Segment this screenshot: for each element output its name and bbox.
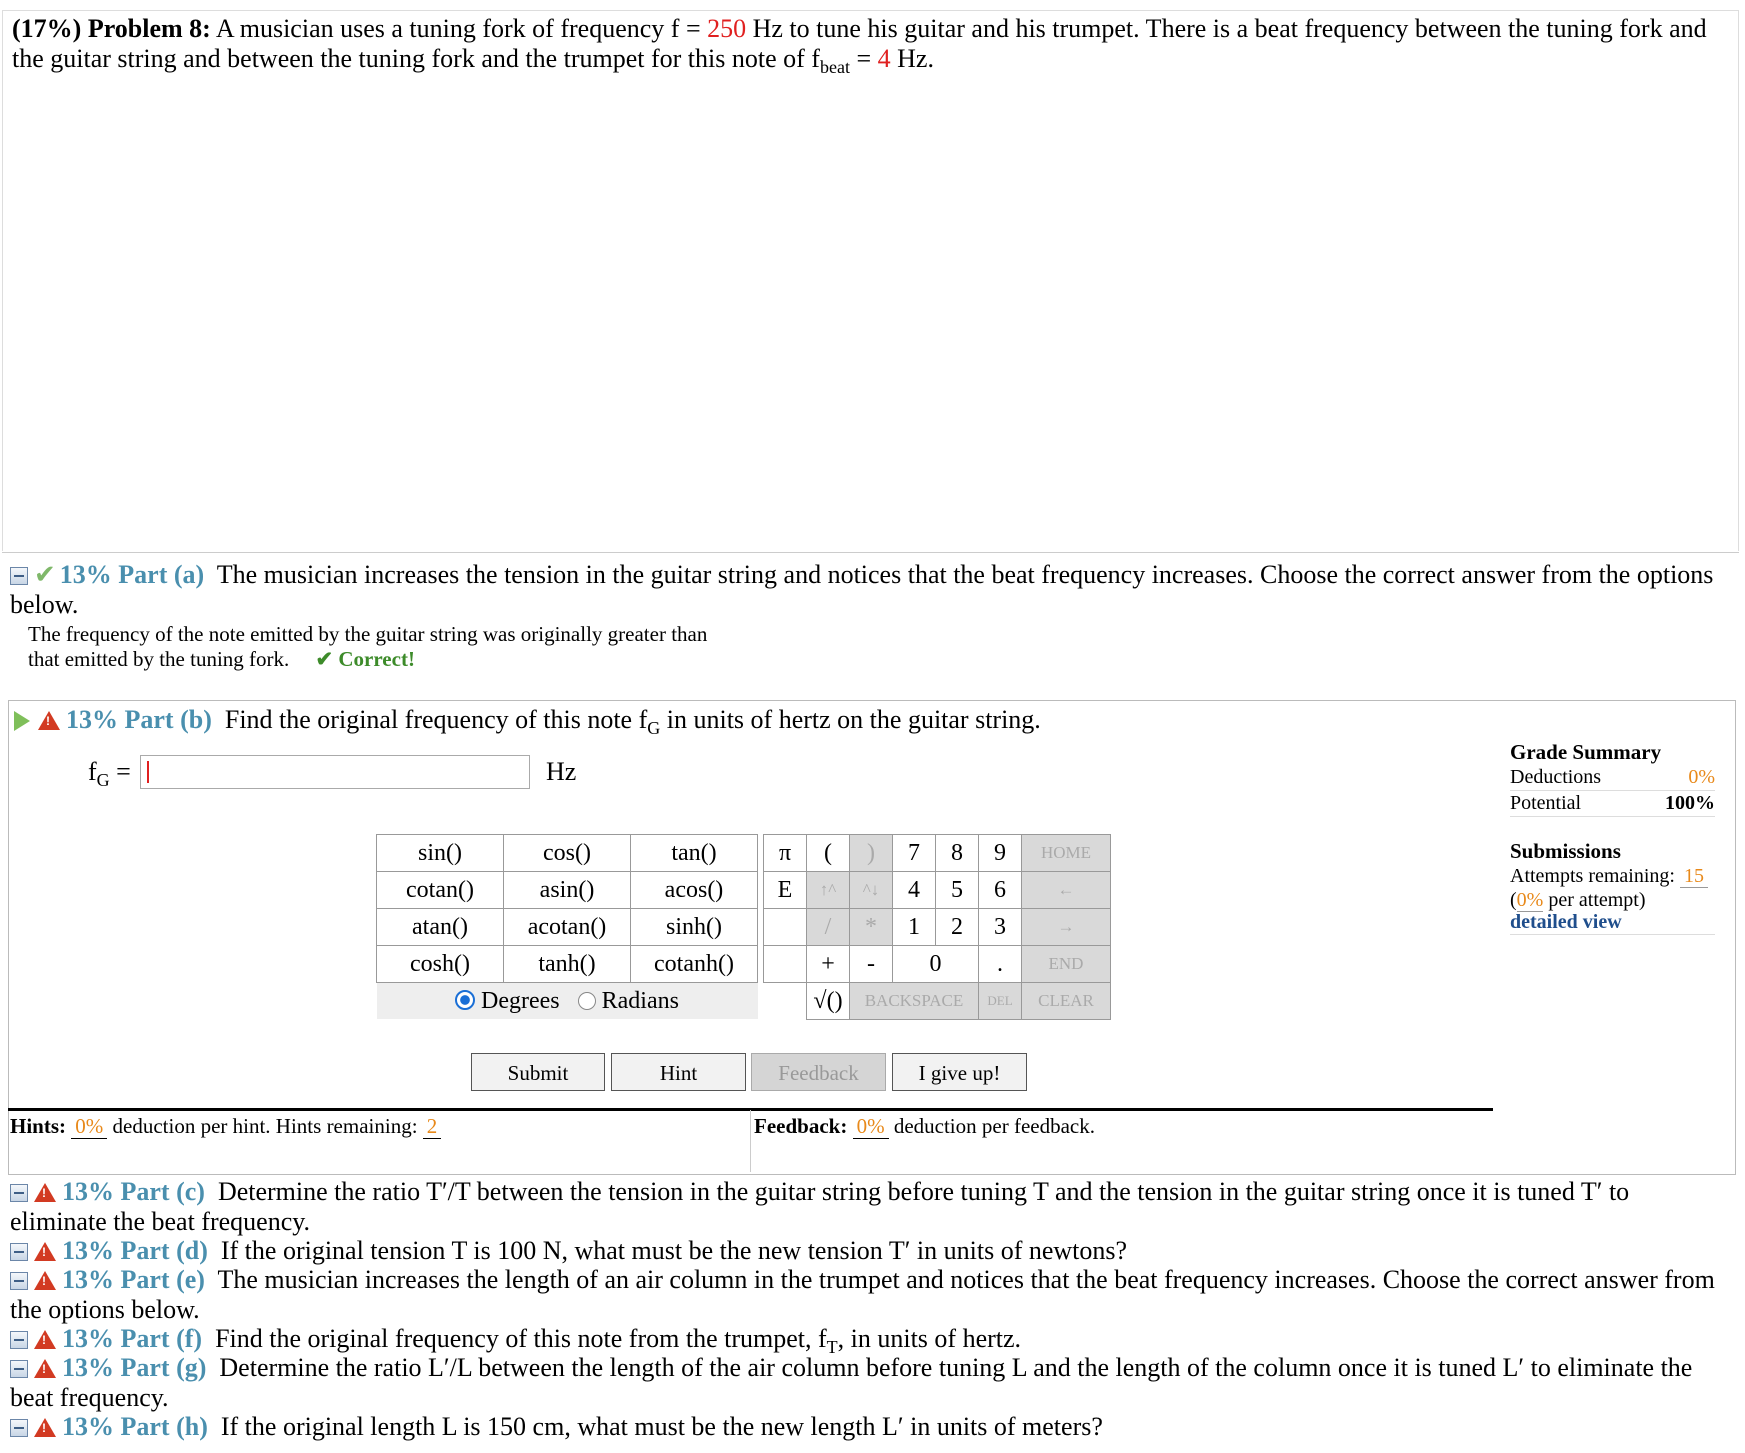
expand-arrow-icon[interactable]	[14, 711, 30, 731]
expand-icon[interactable]	[10, 1184, 28, 1202]
feedback-info	[754, 1114, 1095, 1139]
part-d-label: Part (d)	[120, 1236, 208, 1265]
radians-label: Radians	[601, 987, 679, 1014]
key-1[interactable]: 1	[893, 909, 936, 946]
part-c-percent: 13%	[62, 1177, 114, 1206]
part-d-percent: 13%	[62, 1236, 114, 1265]
del-key[interactable]: DEL	[979, 983, 1022, 1020]
part-c-text: Determine the ratio T′/T between the tension in the guitar string before tuning T and the tension in the guitar string once it is tuned T′ to eliminate the beat frequency.	[10, 1177, 1630, 1236]
hint-button[interactable]: Hint	[611, 1053, 746, 1091]
part-c-header[interactable]	[10, 1177, 1730, 1237]
detailed-view-link[interactable]: detailed view	[1510, 911, 1622, 933]
correct-indicator: ✔ Correct!	[315, 647, 415, 671]
part-d-header[interactable]	[10, 1236, 1730, 1266]
potential-value: 100%	[1665, 792, 1715, 814]
part-d-text: If the original tension T is 100 N, what must be the new tension T′ in units of newtons?	[220, 1236, 1128, 1265]
part-f-text: Find the original frequency of this note from the trumpet, f	[215, 1324, 827, 1353]
key-9[interactable]: 9	[979, 835, 1022, 872]
part-e-label: Part (e)	[120, 1265, 205, 1294]
acotan-button[interactable]: acotan()	[504, 909, 631, 946]
attempts-value: 15	[1680, 865, 1708, 888]
key-5[interactable]: 5	[936, 872, 979, 909]
part-b-text: Find the original frequency of this note f	[224, 705, 648, 734]
expand-icon[interactable]	[10, 1272, 28, 1290]
up-key[interactable]: ↑^	[807, 872, 850, 909]
answer-input[interactable]	[140, 755, 530, 789]
part-f-label: Part (f)	[120, 1324, 203, 1353]
part-a-answer-line2: that emitted by the tuning fork.	[28, 647, 290, 671]
blank-key	[764, 983, 807, 1020]
frequency-value: 250	[707, 14, 747, 43]
down-key[interactable]: ^↓	[850, 872, 893, 909]
e-key[interactable]: E	[764, 872, 807, 909]
submit-button[interactable]: Submit	[471, 1053, 605, 1091]
key-7[interactable]: 7	[893, 835, 936, 872]
sqrt-key[interactable]: √()	[807, 983, 850, 1020]
radians-radio[interactable]	[578, 992, 596, 1010]
left-arrow-key[interactable]: ←	[1022, 872, 1111, 909]
key-8[interactable]: 8	[936, 835, 979, 872]
warning-icon	[34, 1271, 56, 1290]
backspace-key[interactable]: BACKSPACE	[850, 983, 979, 1020]
hints-info	[10, 1114, 441, 1139]
part-g-header[interactable]	[10, 1353, 1730, 1413]
problem-text-3: =	[849, 44, 878, 73]
grade-summary	[1510, 740, 1715, 935]
atan-button[interactable]: atan()	[377, 909, 504, 946]
warning-icon	[34, 1418, 56, 1437]
expand-icon[interactable]	[10, 1243, 28, 1261]
key-2[interactable]: 2	[936, 909, 979, 946]
warning-icon	[38, 711, 60, 730]
hints-deduction: 0%	[71, 1114, 107, 1139]
part-c-label: Part (c)	[120, 1177, 205, 1206]
expand-icon[interactable]	[10, 1419, 28, 1437]
blank-key	[764, 909, 807, 946]
deductions-value: 0%	[1688, 766, 1715, 788]
problem-label: Problem 8:	[87, 14, 211, 43]
cos-button[interactable]: cos()	[504, 835, 631, 872]
grade-summary-title: Grade Summary	[1510, 740, 1662, 764]
star-key[interactable]: *	[850, 909, 893, 946]
problem-text-4: Hz.	[890, 44, 934, 73]
part-b-sub: G	[647, 718, 661, 739]
end-key[interactable]: END	[1022, 946, 1111, 983]
potential-label: Potential	[1510, 792, 1582, 814]
key-3[interactable]: 3	[979, 909, 1022, 946]
blank-key	[764, 946, 807, 983]
problem-text-1: A musician uses a tuning fork of frequency f =	[210, 14, 708, 43]
unit-label: Hz	[546, 757, 577, 786]
part-e-percent: 13%	[62, 1265, 114, 1294]
part-f-percent: 13%	[62, 1324, 114, 1353]
beat-subscript: beat	[819, 57, 850, 78]
part-a-percent: 13%	[59, 560, 112, 589]
part-b-label: Part (b)	[124, 705, 212, 734]
feedback-deduction: 0%	[853, 1114, 889, 1139]
part-f-sub: T	[826, 1337, 838, 1358]
var-f: f	[88, 757, 97, 786]
part-a-text: The musician increases the tension in the guitar string and notices that the beat frequency increases. Choose the correct answer from the options below.	[10, 560, 1714, 619]
warning-icon	[34, 1330, 56, 1349]
feedback-text: deduction per feedback.	[888, 1114, 1095, 1138]
per-attempt-open: (	[1510, 889, 1517, 911]
part-g-text: Determine the ratio L′/L between the length of the air column before tuning L and the length of the column once it is tuned L′ to eliminate the beat frequency.	[10, 1353, 1693, 1412]
checkmark-icon: ✔	[34, 560, 56, 589]
home-key[interactable]: HOME	[1022, 835, 1111, 872]
part-g-percent: 13%	[62, 1353, 114, 1382]
hints-text: deduction per hint. Hints remaining:	[107, 1114, 423, 1138]
part-b-header[interactable]	[14, 705, 1514, 743]
hints-remaining: 2	[423, 1114, 442, 1139]
expand-icon[interactable]	[10, 1360, 28, 1378]
degrees-label: Degrees	[481, 987, 560, 1014]
right-arrow-key[interactable]: →	[1022, 909, 1111, 946]
var-sub: G	[96, 770, 110, 791]
clear-key[interactable]: CLEAR	[1022, 983, 1111, 1020]
part-g-label: Part (g)	[120, 1353, 207, 1382]
part-h-header[interactable]	[10, 1412, 1730, 1442]
part-e-header[interactable]	[10, 1265, 1730, 1325]
collapse-icon[interactable]	[10, 567, 28, 585]
asin-button[interactable]: asin()	[504, 872, 631, 909]
sinh-button[interactable]: sinh()	[631, 909, 758, 946]
pi-key[interactable]: π	[764, 835, 807, 872]
cosh-button[interactable]: cosh()	[377, 946, 504, 983]
degrees-radio[interactable]	[455, 990, 475, 1010]
angle-mode	[377, 983, 758, 1020]
per-attempt-text: per attempt)	[1543, 889, 1646, 911]
problem-statement	[12, 14, 1732, 82]
expand-icon[interactable]	[10, 1331, 28, 1349]
lparen-key[interactable]: (	[807, 835, 850, 872]
tan-button[interactable]: tan()	[631, 835, 758, 872]
key-0[interactable]: 0	[893, 946, 979, 983]
part-b-text2: in units of hertz on the guitar string.	[660, 705, 1041, 734]
acos-button[interactable]: acos()	[631, 872, 758, 909]
feedback-button[interactable]: Feedback	[751, 1053, 886, 1091]
warning-icon	[34, 1359, 56, 1378]
beat-value: 4	[877, 44, 891, 73]
part-f-text2: , in units of hertz.	[837, 1324, 1022, 1353]
slash-key[interactable]: /	[807, 909, 850, 946]
attempts-label: Attempts remaining:	[1510, 865, 1680, 887]
part-b-percent: 13%	[66, 705, 118, 734]
per-attempt-value: 0%	[1516, 889, 1544, 911]
part-a-answer	[28, 622, 707, 672]
part-h-text: If the original length L is 150 cm, what must be the new length L′ in units of meters?	[220, 1412, 1103, 1441]
part-e-text: The musician increases the length of an air column in the trumpet and notices that the beat frequency increases. Choose the correct answer from the options below.	[10, 1265, 1715, 1324]
numeric-keypad	[763, 834, 1111, 1020]
problem-text-2: Hz to tune his guitar and his trumpet. There is a beat frequency between the tuning fork and the guitar string and between the tuning fork and the trumpet for this note of f	[12, 14, 1707, 73]
warning-icon	[34, 1242, 56, 1261]
problem-panel	[2, 10, 1739, 551]
rparen-key[interactable]: )	[850, 835, 893, 872]
dot-key[interactable]: .	[979, 946, 1022, 983]
submissions-title: Submissions	[1510, 839, 1621, 863]
key-6[interactable]: 6	[979, 872, 1022, 909]
problem-percent: (17%)	[12, 14, 88, 43]
plus-key[interactable]: +	[807, 946, 850, 983]
key-4[interactable]: 4	[893, 872, 936, 909]
feedback-label: Feedback:	[754, 1114, 848, 1138]
minus-key[interactable]: -	[850, 946, 893, 983]
deductions-label: Deductions	[1510, 766, 1602, 788]
function-keypad	[376, 834, 758, 1019]
part-a-header[interactable]	[10, 560, 1730, 620]
part-h-percent: 13%	[62, 1412, 114, 1441]
text-cursor	[147, 761, 149, 783]
cotanh-button[interactable]: cotanh()	[631, 946, 758, 983]
cotan-button[interactable]: cotan()	[377, 872, 504, 909]
var-eq: =	[109, 757, 131, 786]
tanh-button[interactable]: tanh()	[504, 946, 631, 983]
part-a-label: Part (a)	[118, 560, 205, 589]
hints-label: Hints:	[10, 1114, 67, 1138]
hints-separator	[750, 1110, 751, 1172]
divider	[2, 552, 1739, 553]
sin-button[interactable]: sin()	[377, 835, 504, 872]
part-h-label: Part (h)	[120, 1412, 208, 1441]
warning-icon	[34, 1183, 56, 1202]
part-a-answer-line1: The frequency of the note emitted by the guitar string was originally greater than	[28, 622, 708, 646]
answer-variable	[88, 757, 131, 791]
give-up-button[interactable]: I give up!	[892, 1053, 1027, 1091]
